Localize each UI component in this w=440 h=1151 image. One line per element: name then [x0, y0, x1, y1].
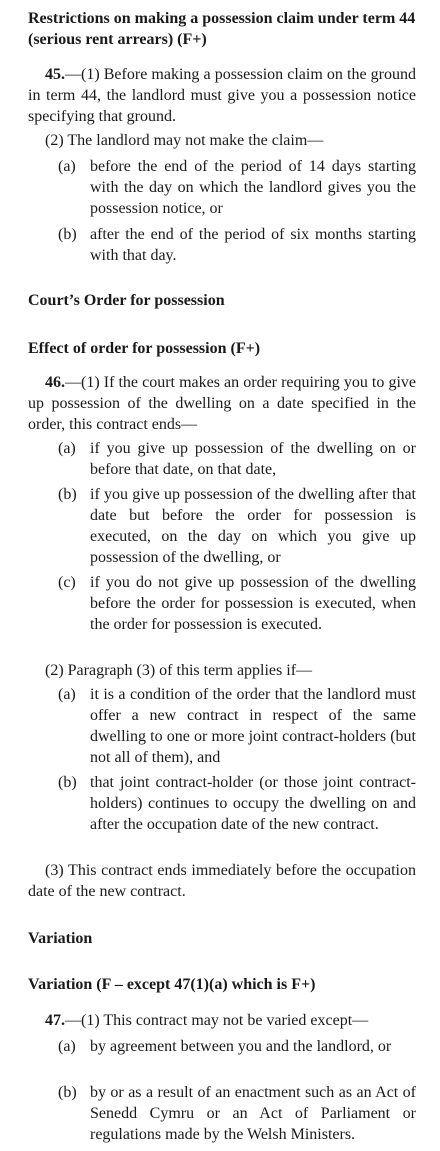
item-text: before the end of the period of 14 days starting with the day on which the landlord gives you the possession notice, or: [90, 158, 416, 217]
item-text: if you give up possession of the dwelling on or before that date, on that date,: [90, 440, 416, 478]
term-text: —(1) This contract may not be varied except—: [65, 1012, 369, 1029]
term-46-item-b: [28, 484, 416, 568]
term-46-para-2-item-a: [28, 684, 416, 768]
section-47-heading: Variation (F – except 47(1)(a) which is F+): [28, 976, 316, 993]
item-text: after the end of the period of six months starting with that day.: [90, 226, 416, 264]
item-label: (a): [58, 440, 76, 457]
item-label: (b): [58, 486, 77, 503]
term-45-item-a: [28, 156, 416, 219]
item-text: if you give up possession of the dwelling after that date but before the order for possession is executed, on the day on which you give up possession of the dwelling, or: [90, 486, 416, 566]
variation-heading: Variation: [28, 930, 93, 947]
term-45-para-1: [28, 64, 416, 127]
term-text: —(1) Before making a possession claim on the ground in term 44, the landlord must give you a possession notice specifying that ground.: [28, 66, 416, 125]
item-label: (c): [58, 574, 76, 591]
section-46-heading: Effect of order for possession (F+): [28, 340, 261, 357]
term-46-para-3: (3) This contract ends immediately before the occupation date of the new contract.: [28, 862, 416, 900]
section-45-heading: Restrictions on making a possession claim under term 44 (serious rent arrears) (F+): [28, 10, 416, 48]
item-label: (b): [58, 774, 77, 791]
term-46-item-a: [28, 438, 416, 480]
item-label: (b): [58, 1084, 77, 1101]
item-text: by or as a result of an enactment such as an Act of Senedd Cymru or an Act of Parliament or regulations made by the Welsh Ministers.: [90, 1084, 416, 1143]
item-label: (a): [58, 1038, 76, 1055]
courts-order-heading: Court’s Order for possession: [28, 292, 225, 309]
term-47-para-1: [28, 1010, 416, 1031]
term-number: 47.: [45, 1012, 65, 1029]
term-45-para-2: (2) The landlord may not make the claim—: [45, 132, 324, 149]
term-45-item-b: [28, 224, 416, 266]
item-text: it is a condition of the order that the landlord must offer a new contract in respect of the same dwelling to one or more joint contract-holders (but not all of them), and: [90, 686, 416, 766]
item-text: by agreement between you and the landlord, or: [90, 1038, 392, 1055]
term-46-para-2-item-b: [28, 772, 416, 835]
term-47-item-a: [28, 1036, 416, 1057]
term-46-item-c: [28, 572, 416, 635]
item-label: (a): [58, 686, 76, 703]
term-number: 46.: [45, 374, 65, 391]
item-text: if you do not give up possession of the dwelling before the order for possession is executed, when the order for possession is executed.: [90, 574, 416, 633]
term-46-para-2: (2) Paragraph (3) of this term applies if—: [45, 662, 313, 679]
item-label: (a): [58, 158, 76, 175]
term-number: 45.: [45, 66, 65, 83]
term-46-para-1: [28, 372, 416, 435]
term-47-item-b: [28, 1082, 416, 1145]
item-label: (b): [58, 226, 77, 243]
term-text: —(1) If the court makes an order requiring you to give up possession of the dwelling on a date specified in the order, this contract ends—: [28, 374, 416, 433]
item-text: that joint contract-holder (or those joint contract-holders) continues to occupy the dwelling on and after the occupation date of the new contract.: [90, 774, 416, 833]
